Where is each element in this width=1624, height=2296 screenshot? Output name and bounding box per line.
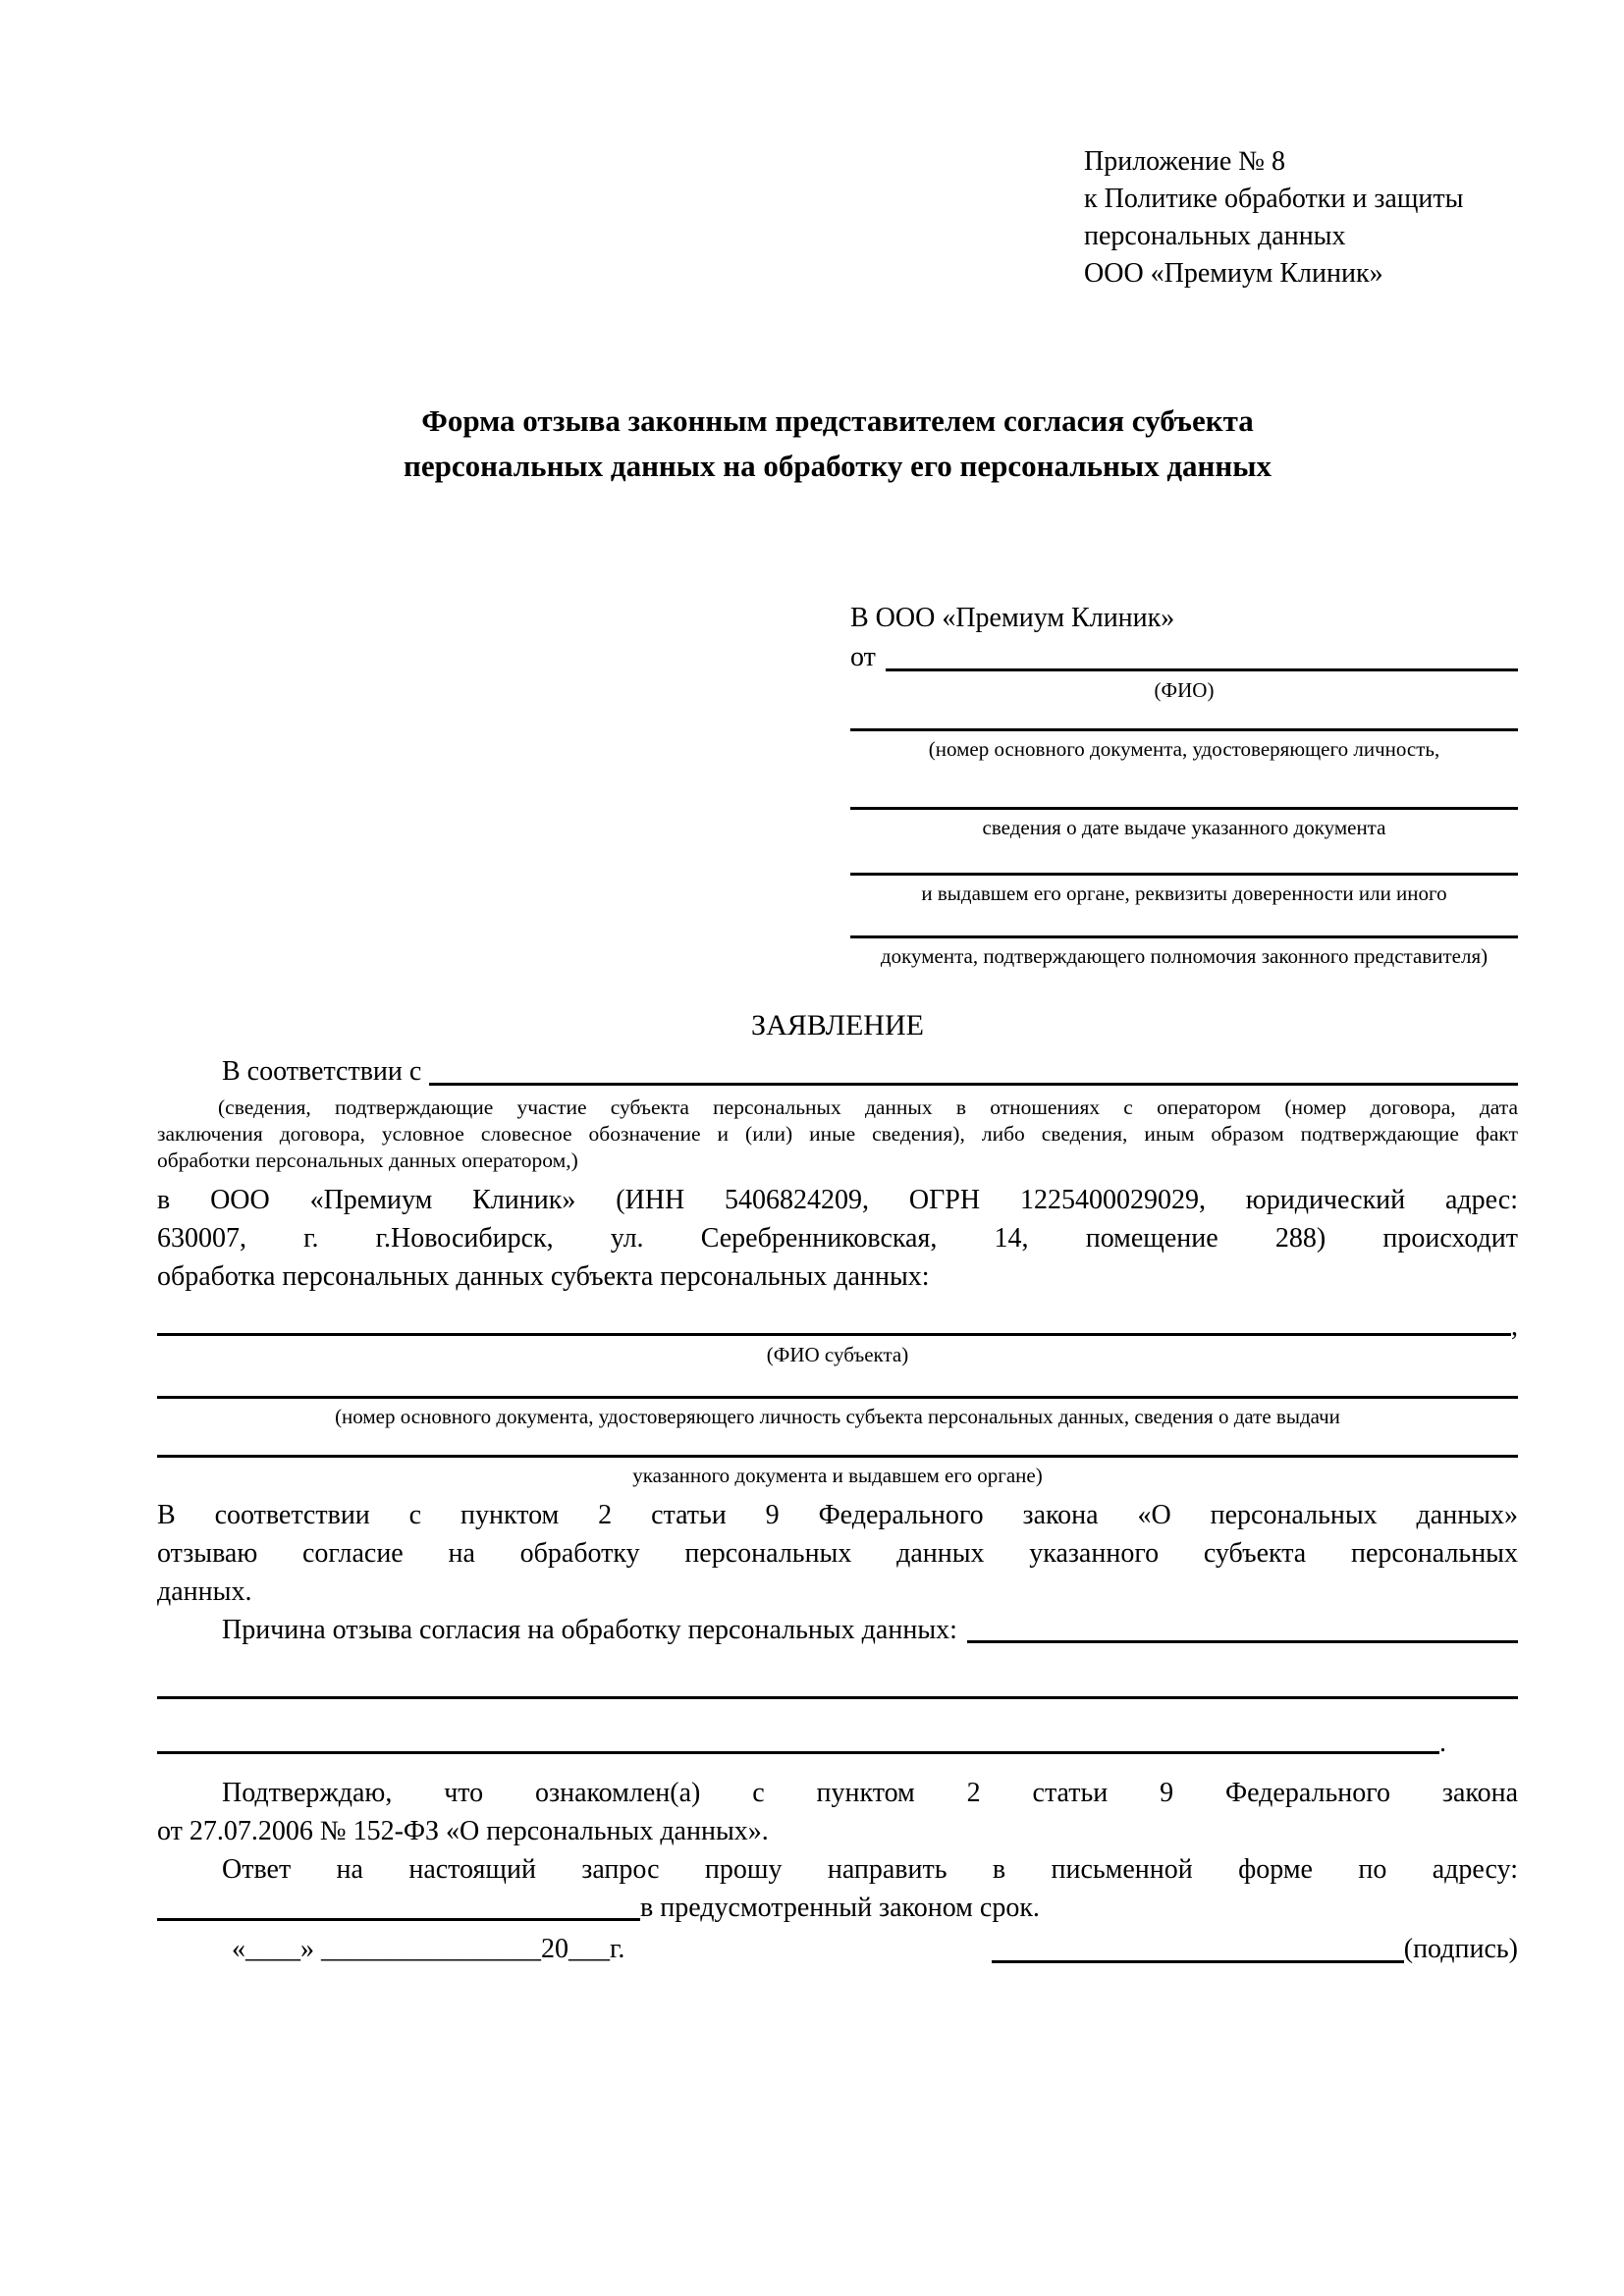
reply-term-text: в предусмотренный законом срок.	[640, 1893, 1040, 1923]
signature-caption: (подпись)	[1403, 1934, 1518, 1964]
reason-continuation-blank-1	[157, 1696, 1518, 1699]
representative-doc-blank-1	[850, 728, 1518, 762]
fio-caption: (ФИО)	[1154, 678, 1215, 702]
basis-footnote-line-2: заключения договора, условное словесное обозначение и (или) иные сведения), либо сведения, иным образом подтверждающие факт	[157, 1122, 1518, 1146]
from-row	[850, 638, 1518, 677]
representative-name-blank	[886, 668, 1518, 671]
subject-doc-blank-1	[157, 1396, 1518, 1429]
representative-doc-blank-4	[850, 935, 1518, 969]
basis-footnote-line-1: (сведения, подтверждающие участие субъекта персональных данных в отношениях с оператором (номер договора, дата	[218, 1095, 1518, 1119]
basis-footnote	[157, 1095, 1518, 1174]
operator-paragraph-line-3: обработка персональных данных субъекта персональных данных:	[157, 1261, 930, 1292]
operator-paragraph-line-2: 630007, г. г.Новосибирск, ул. Серебренниковская, 14, помещение 288) происходит	[157, 1223, 1518, 1254]
confirmation-line-2: от 27.07.2006 № 152-ФЗ «О персональных данных».	[157, 1816, 769, 1846]
basis-footnote-line-3: обработки персональных данных оператором,)	[157, 1148, 578, 1172]
document-title-line-2: персональных данных на обработку его персональных данных	[404, 449, 1272, 483]
basis-blank-line	[429, 1083, 1518, 1086]
reason-blank-line	[967, 1640, 1518, 1643]
statement-heading: ЗАЯВЛЕНИЕ	[751, 1009, 924, 1041]
from-label: от	[850, 642, 876, 672]
addressee-block	[850, 599, 1518, 969]
reason-row	[157, 1611, 1518, 1649]
signature-group	[992, 1930, 1518, 1969]
signature-blank-line	[992, 1960, 1404, 1963]
subject-doc-caption-bottom: указанного документа и выдавшем его органе)	[632, 1464, 1043, 1487]
appendix-note-line-4: ООО «Премиум Клиник»	[1084, 258, 1383, 289]
withdraw-paragraph	[157, 1496, 1518, 1611]
subject-name-blank	[157, 1333, 1511, 1336]
appendix-note-line-1: Приложение № 8	[1084, 146, 1285, 177]
withdraw-paragraph-line-2: отзываю согласие на обработку персональных данных указанного субъекта персональных	[157, 1538, 1518, 1569]
reply-address-row	[157, 1889, 1518, 1927]
subject-doc-caption-top: (номер основного документа, удостоверяющего личность субъекта персональных данных, сведения о дате выдачи	[335, 1405, 1340, 1428]
trailing-period: .	[1439, 1728, 1446, 1758]
representative-doc-caption-1: (номер основного документа, удостоверяющего личность,	[928, 737, 1440, 761]
subject-doc-blank-2	[157, 1455, 1518, 1488]
representative-doc-caption-3: и выдавшем его органе, реквизиты доверенности или иного	[921, 881, 1447, 905]
reason-continuation-blank-2	[157, 1727, 1518, 1760]
representative-doc-blank-2	[850, 807, 1518, 840]
operator-paragraph-line-1: в ООО «Премиум Клиник» (ИНН 5406824209, ОГРН 1225400029029, юридический адрес:	[157, 1185, 1518, 1215]
withdraw-paragraph-line-1: В соответствии с пунктом 2 статьи 9 Федерального закона «О персональных данных»	[157, 1500, 1518, 1530]
appendix-note-line-3: персональных данных	[1084, 221, 1346, 251]
intro-prefix: В соответствии с	[222, 1056, 422, 1087]
statement-body	[157, 1007, 1518, 1927]
reason-label: Причина отзыва согласия на обработку персональных данных:	[222, 1615, 957, 1645]
document-title-line-1: Форма отзыва законным представителем согласия субъекта	[421, 403, 1254, 438]
subject-fio-caption: (ФИО субъекта)	[766, 1343, 909, 1366]
appendix-note	[1084, 143, 1463, 293]
operator-paragraph	[157, 1181, 1518, 1296]
subject-name-blank-row	[157, 1312, 1518, 1342]
representative-doc-caption-2: сведения о дате выдаче указанного документа	[982, 816, 1386, 839]
reason-continuation-rule	[157, 1751, 1439, 1754]
representative-doc-caption-4: документа, подтверждающего полномочия законного представителя)	[880, 944, 1489, 968]
confirmation-line-1: Подтверждаю, что ознакомлен(а) с пунктом 2 статьи 9 Федерального закона	[222, 1778, 1518, 1808]
reply-address-blank	[157, 1918, 640, 1921]
intro-row	[157, 1052, 1518, 1092]
reply-request-line: Ответ на настоящий запрос прошу направить в письменной форме по адресу:	[222, 1854, 1518, 1885]
representative-doc-blank-3	[850, 873, 1518, 906]
document-title	[157, 399, 1518, 489]
addressee-organization: В ООО «Премиум Клиник»	[850, 603, 1175, 633]
signature-footer	[157, 1930, 1518, 1969]
appendix-note-line-2: к Политике обработки и защиты	[1084, 184, 1464, 214]
confirmation-paragraph	[157, 1774, 1518, 1850]
date-blank-line: «____» ________________20___г.	[232, 1934, 625, 1964]
withdraw-paragraph-line-3: данных.	[157, 1576, 252, 1607]
trailing-comma: ,	[1511, 1311, 1518, 1342]
